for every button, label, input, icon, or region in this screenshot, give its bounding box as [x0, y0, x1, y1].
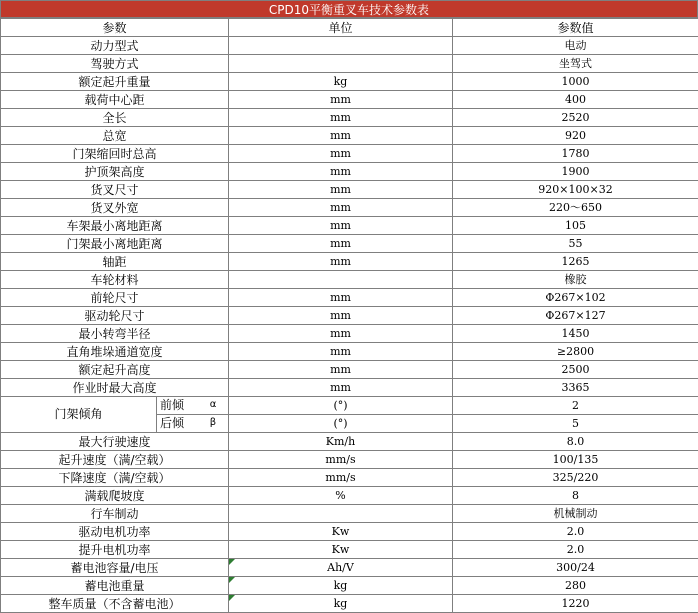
cell-unit: mm [229, 253, 453, 271]
cell-param: 最小转弯半径 [1, 325, 229, 343]
tilt-group-label: 门架倾角 [1, 397, 156, 432]
table-row [1, 163, 698, 181]
cell-unit: mm [229, 109, 453, 127]
cell-unit: Kw [229, 523, 453, 541]
cell-value: 1265 [453, 253, 698, 271]
cell-param: 全长 [1, 109, 229, 127]
cell-unit [229, 271, 453, 289]
cell-value: 280 [453, 577, 698, 595]
cell-unit: mm [229, 325, 453, 343]
table-row [1, 451, 698, 469]
header-row [1, 19, 698, 37]
cell-unit [229, 505, 453, 523]
table-row [1, 217, 698, 235]
cell-value: ≥2800 [453, 343, 698, 361]
tilt-symbol: α [209, 399, 217, 410]
table-row [1, 73, 698, 91]
cell-param: 车架最小离地距离 [1, 217, 229, 235]
header-value: 参数值 [453, 19, 698, 37]
cell-param: 额定起升高度 [1, 361, 229, 379]
tilt-sub-label: 后倾 [160, 416, 185, 430]
cell-param: 整车质量（不含蓄电池） [1, 595, 229, 613]
table-row [1, 343, 698, 361]
cell-param: 轴距 [1, 253, 229, 271]
table-row [1, 541, 698, 559]
table-row [1, 91, 698, 109]
table-row [1, 37, 698, 55]
cell-value: 3365 [453, 379, 698, 397]
cell-unit: Kw [229, 541, 453, 559]
cell-unit: mm [229, 163, 453, 181]
table-row [1, 235, 698, 253]
cell-unit: mm [229, 235, 453, 253]
cell-unit: mm [229, 181, 453, 199]
cell-param: 起升速度（满/空载） [1, 451, 229, 469]
cell-value: 1450 [453, 325, 698, 343]
cell-unit: mm [229, 91, 453, 109]
cell-param: 直角堆垛通道宽度 [1, 343, 229, 361]
table-row [1, 55, 698, 73]
cell-unit: mm [229, 145, 453, 163]
cell-unit: % [229, 487, 453, 505]
table-row [1, 199, 698, 217]
cell-unit: mm [229, 199, 453, 217]
cell-param: 货叉尺寸 [1, 181, 229, 199]
table-row [1, 523, 698, 541]
cell-value: 300/24 [453, 559, 698, 577]
cell-param-split [1, 397, 229, 421]
cell-unit: mm [229, 379, 453, 397]
cell-value: 电动 [453, 37, 698, 55]
table-row [1, 505, 698, 523]
cell-unit: mm [229, 289, 453, 307]
cell-unit [229, 55, 453, 73]
cell-param: 驱动电机功率 [1, 523, 229, 541]
cell-value: 55 [453, 235, 698, 253]
cell-param: 额定起升重量 [1, 73, 229, 91]
table-row [1, 397, 698, 415]
cell-value: 1000 [453, 73, 698, 91]
table-row [1, 595, 698, 613]
cell-param: 提升电机功率 [1, 541, 229, 559]
cell-param: 车轮材料 [1, 271, 229, 289]
cell-value: 920 [453, 127, 698, 145]
cell-unit: mm [229, 343, 453, 361]
cell-value: 105 [453, 217, 698, 235]
cell-value: 2.0 [453, 523, 698, 541]
table-title: CPD10平衡重叉车技术参数表 [0, 0, 698, 18]
cell-param: 货叉外宽 [1, 199, 229, 217]
cell-value: 2520 [453, 109, 698, 127]
cell-value: 325/220 [453, 469, 698, 487]
table-row [1, 433, 698, 451]
header-unit: 单位 [229, 19, 453, 37]
cell-value: 920×100×32 [453, 181, 698, 199]
cell-value: 机械制动 [453, 505, 698, 523]
cell-value: 400 [453, 91, 698, 109]
cell-param: 最大行驶速度 [1, 433, 229, 451]
cell-param: 载荷中心距 [1, 91, 229, 109]
table-row [1, 559, 698, 577]
cell-value: Φ267×102 [453, 289, 698, 307]
cell-unit: Ah/V [229, 559, 453, 577]
cell-value: 2.0 [453, 541, 698, 559]
table-row [1, 109, 698, 127]
cell-param: 蓄电池重量 [1, 577, 229, 595]
cell-param: 门架缩回时总高 [1, 145, 229, 163]
cell-value: 100/135 [453, 451, 698, 469]
cell-value: 1900 [453, 163, 698, 181]
tilt-label-spacer [1, 397, 156, 421]
table-row [1, 577, 698, 595]
cell-value: 橡胶 [453, 271, 698, 289]
cell-value: 2500 [453, 361, 698, 379]
cell-param: 前轮尺寸 [1, 289, 229, 307]
cell-value: 坐驾式 [453, 55, 698, 73]
table-row [1, 469, 698, 487]
cell-value: Φ267×127 [453, 307, 698, 325]
cell-value: 1780 [453, 145, 698, 163]
table-row [1, 325, 698, 343]
cell-unit: kg [229, 595, 453, 613]
cell-unit: (°) [229, 415, 453, 433]
cell-unit: mm/s [229, 451, 453, 469]
cell-unit: mm [229, 361, 453, 379]
table-row [1, 253, 698, 271]
cell-param: 动力型式 [1, 37, 229, 55]
cell-value: 220～650 [453, 199, 698, 217]
cell-unit: mm [229, 127, 453, 145]
table-row [1, 487, 698, 505]
cell-value: 8.0 [453, 433, 698, 451]
table-row [1, 181, 698, 199]
cell-param: 满载爬坡度 [1, 487, 229, 505]
cell-param: 护顶架高度 [1, 163, 229, 181]
cell-unit: mm [229, 217, 453, 235]
tilt-symbol: β [209, 417, 217, 428]
cell-value: 1220 [453, 595, 698, 613]
cell-value: 5 [453, 415, 698, 433]
table-row [1, 361, 698, 379]
tilt-sub-label: 前倾 [160, 398, 185, 412]
cell-value: 2 [453, 397, 698, 415]
table-row [1, 307, 698, 325]
cell-unit: kg [229, 73, 453, 91]
table-row [1, 289, 698, 307]
cell-unit: mm/s [229, 469, 453, 487]
cell-param: 总宽 [1, 127, 229, 145]
spec-table [0, 18, 698, 613]
cell-param: 作业时最大高度 [1, 379, 229, 397]
table-row [1, 271, 698, 289]
cell-param: 驱动轮尺寸 [1, 307, 229, 325]
table-row [1, 145, 698, 163]
cell-unit: mm [229, 307, 453, 325]
cell-value: 8 [453, 487, 698, 505]
cell-unit [229, 37, 453, 55]
cell-param: 行车制动 [1, 505, 229, 523]
header-param: 参数 [1, 19, 229, 37]
cell-param: 蓄电池容量/电压 [1, 559, 229, 577]
cell-unit: (°) [229, 397, 453, 415]
cell-param: 下降速度（满/空载） [1, 469, 229, 487]
table-row [1, 379, 698, 397]
cell-param: 驾驶方式 [1, 55, 229, 73]
cell-unit: kg [229, 577, 453, 595]
cell-param: 门架最小离地距离 [1, 235, 229, 253]
cell-unit: Km/h [229, 433, 453, 451]
table-row [1, 127, 698, 145]
